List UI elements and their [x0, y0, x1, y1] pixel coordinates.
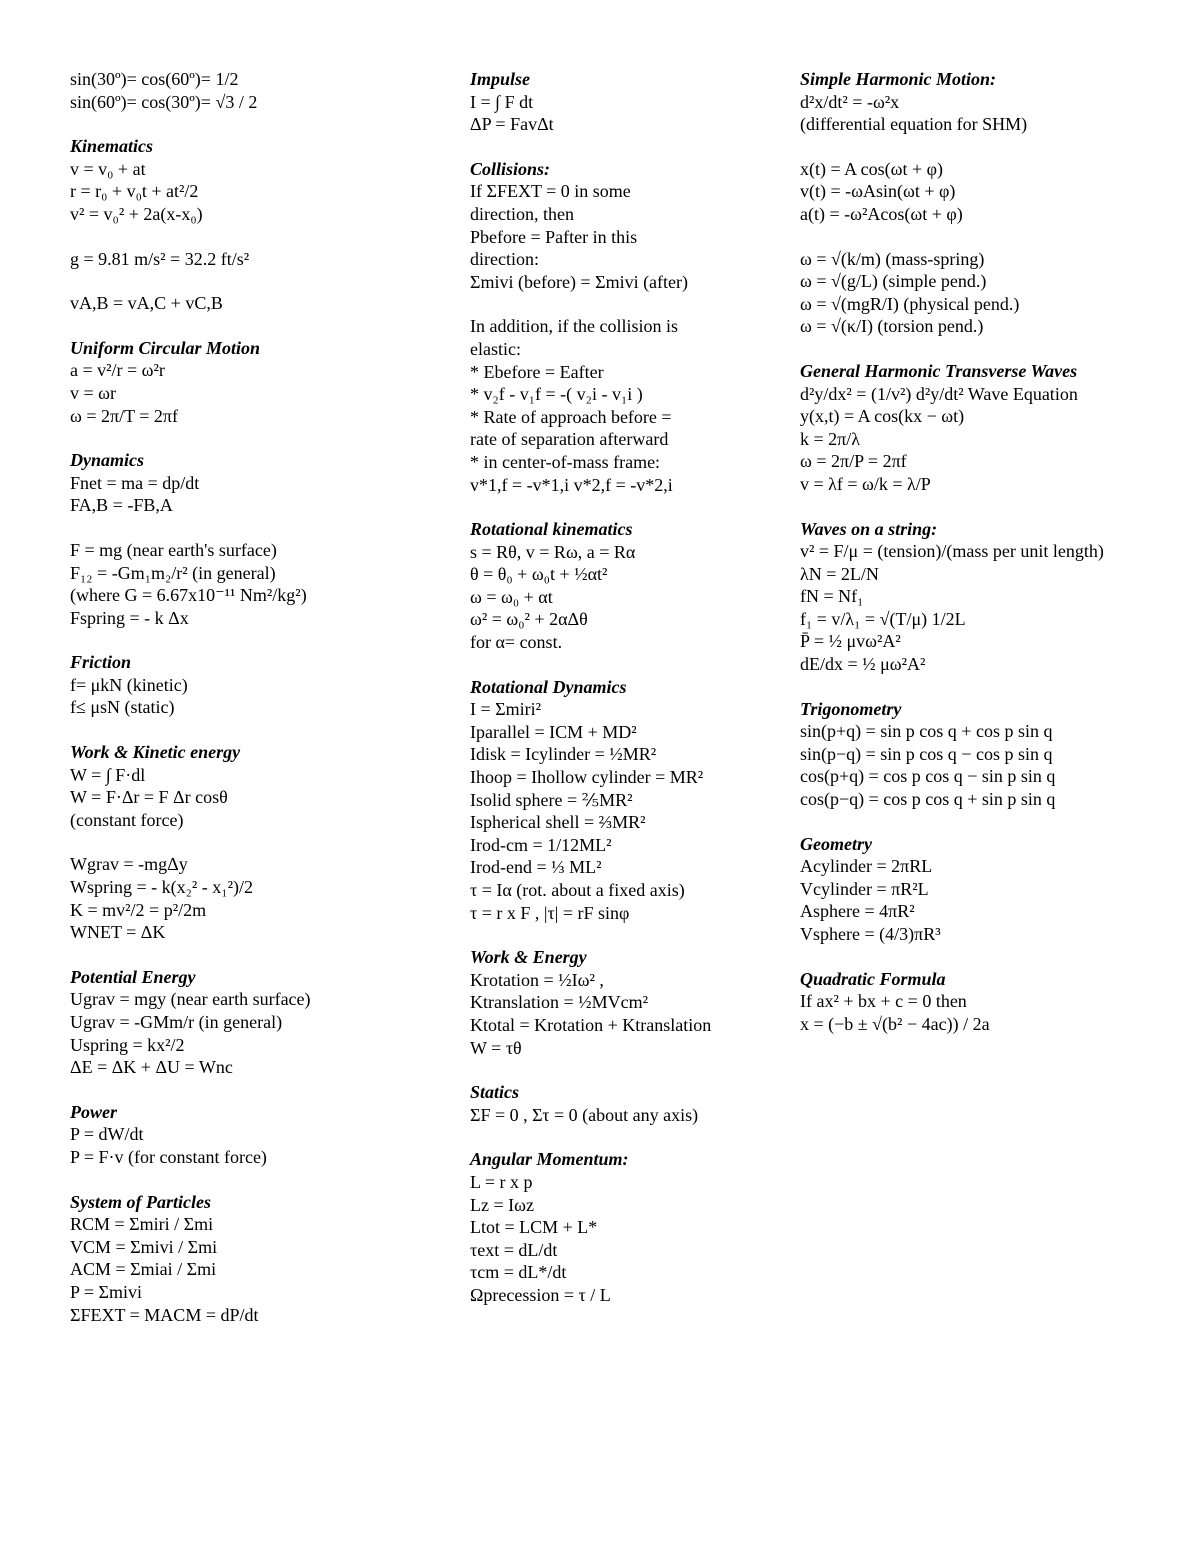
- section-heading: Collisions:: [470, 158, 551, 179]
- formula-line: RCM = Σmiri / Σmi: [70, 1214, 214, 1235]
- formula-line: K = mv²/2 = p²/2m: [70, 899, 207, 920]
- section-heading: Friction: [70, 652, 132, 673]
- section-heading: Geometry: [800, 833, 872, 854]
- formula-line: r = r₀ + v₀t + at²/2: [70, 181, 199, 202]
- formula-line: k = 2π/λ: [800, 428, 860, 449]
- formula-line: [800, 226, 1170, 248]
- formula-line: sin(60º)= cos(30º)= √3 / 2: [70, 91, 258, 112]
- section-heading: Statics: [470, 1082, 520, 1103]
- formula-line: d²x/dt² = -ω²x: [800, 91, 900, 112]
- section-heading: Angular Momentum:: [470, 1149, 629, 1170]
- formula-section: [70, 966, 440, 1079]
- section-heading: Simple Harmonic Motion:: [800, 69, 997, 89]
- formula-line: cos(p−q) = cos p cos q + sin p sin q: [800, 789, 1056, 810]
- formula-section: [470, 676, 790, 925]
- formula-line: v*1,f = -v*1,i v*2,f = -v*2,i: [470, 474, 673, 495]
- formula-line: x = (−b ± √(b² − 4ac)) / 2a: [800, 1013, 990, 1034]
- formula-section: [470, 1148, 790, 1306]
- formula-line: ω = ω₀ + αt: [470, 586, 553, 607]
- formula-line: τext = dL/dt: [470, 1239, 558, 1260]
- formula-line: In addition, if the collision is: [470, 316, 678, 337]
- formula-line: P̄ = ½ μvω²A²: [800, 631, 901, 652]
- formula-line: [70, 831, 440, 853]
- formula-line: elastic:: [470, 338, 521, 359]
- formula-line: sin(p−q) = sin p cos q − cos p sin q: [800, 743, 1053, 764]
- formula-line: Ugrav = mgy (near earth surface): [70, 989, 311, 1010]
- formula-line: ω = √(κ/I) (torsion pend.): [800, 316, 984, 337]
- section-heading: Work & Energy: [470, 947, 587, 968]
- formula-line: P = F·v (for constant force): [70, 1146, 267, 1167]
- formula-section: [470, 68, 790, 136]
- formula-section: [470, 1081, 790, 1126]
- formula-line: d²y/dx² = (1/v²) d²y/dt² Wave Equation: [800, 383, 1078, 404]
- formula-line: Ugrav = -GMm/r (in general): [70, 1012, 283, 1032]
- formula-line: ω = √(g/L) (simple pend.): [800, 271, 987, 292]
- formula-line: (where G = 6.67x10⁻¹¹ Nm²/kg²): [70, 585, 307, 606]
- formula-line: If ΣFEXT = 0 in some: [470, 181, 631, 202]
- formula-line: Irod-end = ⅓ ML²: [470, 857, 602, 878]
- formula-line: Ktranslation = ½MVcm²: [470, 992, 649, 1013]
- formula-line: (differential equation for SHM): [800, 114, 1028, 135]
- formula-line: Lz = Iωz: [470, 1194, 534, 1215]
- formula-line: cos(p+q) = cos p cos q − sin p sin q: [800, 766, 1056, 787]
- formula-line: a(t) = -ω²Acos(ωt + φ): [800, 203, 963, 224]
- formula-line: L = r x p: [470, 1171, 533, 1192]
- formula-line: Pbefore = Pafter in this: [470, 226, 638, 247]
- formula-line: Wspring = - k(x₂² - x₁²)/2: [70, 877, 253, 898]
- formula-line: ω = 2π/P = 2πf: [800, 451, 907, 472]
- formula-line: Krotation = ½Iω² ,: [470, 969, 604, 990]
- section-heading: Dynamics: [70, 450, 144, 471]
- formula-line: Ωprecession = τ / L: [470, 1284, 611, 1305]
- formula-line: ΔP = FavΔt: [470, 114, 554, 135]
- formula-line: v² = v₀² + 2a(x-x₀): [70, 203, 203, 224]
- formula-line: rate of separation afterward: [470, 429, 669, 450]
- formula-section: [800, 360, 1170, 496]
- formula-line: * Ebefore = Eafter: [470, 361, 604, 382]
- formula-line: W = ∫ F·dl: [70, 764, 146, 785]
- formula-line: f≤ μsN (static): [70, 697, 175, 718]
- formula-line: [70, 517, 440, 539]
- formula-line: ω = 2π/T = 2πf: [70, 405, 178, 426]
- formula-line: Irod-cm = 1/12ML²: [470, 834, 612, 855]
- formula-line: τcm = dL*/dt: [470, 1262, 567, 1283]
- formula-line: ΣFEXT = MACM = dP/dt: [70, 1304, 259, 1325]
- formula-section: [470, 158, 790, 496]
- formula-section: [70, 68, 440, 113]
- formula-line: g = 9.81 m/s² = 32.2 ft/s²: [70, 248, 250, 269]
- formula-line: for α= const.: [470, 632, 563, 653]
- formula-line: x(t) = A cos(ωt + φ): [800, 158, 944, 179]
- formula-line: v² = F/μ = (tension)/(mass per unit length): [800, 541, 1104, 562]
- formula-line: dE/dx = ½ μω²A²: [800, 654, 926, 675]
- formula-line: Asphere = 4πR²: [800, 901, 915, 922]
- formula-line: vA,B = vA,C + vC,B: [70, 293, 223, 314]
- section-heading: Power: [70, 1101, 117, 1122]
- column-3: [800, 68, 1170, 1057]
- formula-line: sin(p+q) = sin p cos q + cos p sin q: [800, 721, 1053, 742]
- formula-line: direction:: [470, 249, 539, 270]
- formula-line: Ltot = LCM + L*: [470, 1217, 598, 1238]
- formula-section: [70, 337, 440, 427]
- formula-line: v = λf = ω/k = λ/P: [800, 473, 931, 494]
- formula-line: λN = 2L/N: [800, 563, 879, 584]
- formula-line: VCM = Σmivi / Σmi: [70, 1236, 218, 1257]
- formula-section: [800, 698, 1170, 811]
- formula-line: fN = Nf₁: [800, 586, 864, 607]
- formula-line: [800, 136, 1170, 158]
- formula-line: y(x,t) = A cos(kx − ωt): [800, 406, 965, 427]
- formula-line: ω = √(k/m) (mass-spring): [800, 248, 985, 269]
- formula-line: * Rate of approach before =: [470, 406, 672, 427]
- formula-line: v = ωr: [70, 382, 116, 403]
- formula-line: Fspring = - k Δx: [70, 607, 189, 628]
- formula-line: f= μkN (kinetic): [70, 674, 188, 695]
- formula-line: I = Σmiri²: [470, 699, 542, 720]
- formula-section: [800, 833, 1170, 946]
- section-heading: System of Particles: [70, 1191, 211, 1212]
- formula-line: Vcylinder = πR²L: [800, 878, 929, 899]
- formula-line: τ = Iα (rot. about a fixed axis): [470, 880, 685, 900]
- section-heading: Rotational kinematics: [470, 519, 633, 540]
- formula-section: [70, 1101, 440, 1169]
- formula-section: [470, 518, 790, 654]
- formula-line: θ = θ₀ + ω₀t + ½αt²: [470, 564, 608, 585]
- formula-line: F₁₂ = -Gm₁m₂/r² (in general): [70, 562, 276, 583]
- formula-line: sin(30º)= cos(60º)= 1/2: [70, 69, 239, 89]
- formula-line: Ispherical shell = ⅔MR²: [470, 812, 646, 833]
- formula-line: If ax² + bx + c = 0 then: [800, 991, 967, 1012]
- section-heading: Rotational Dynamics: [470, 676, 627, 697]
- formula-line: [70, 226, 440, 248]
- formula-line: Acylinder = 2πRL: [800, 856, 933, 877]
- formula-line: Idisk = Icylinder = ½MR²: [470, 744, 657, 765]
- section-heading: Potential Energy: [70, 966, 196, 987]
- formula-line: ACM = Σmiai / Σmi: [70, 1259, 217, 1280]
- formula-line: Ihoop = Ihollow cylinder = MR²: [470, 767, 704, 788]
- formula-line: Vsphere = (4/3)πR³: [800, 924, 941, 944]
- formula-line: WNET = ΔK: [70, 922, 166, 943]
- section-heading: Trigonometry: [800, 698, 902, 719]
- formula-line: * in center-of-mass frame:: [470, 451, 661, 472]
- formula-section: [800, 968, 1170, 1036]
- formula-line: Isolid sphere = ⅖MR²: [470, 789, 633, 810]
- formula-line: v = v₀ + at: [70, 158, 146, 179]
- formula-line: ΣF = 0 , Στ = 0 (about any axis): [470, 1104, 699, 1125]
- column-2: [470, 68, 790, 1329]
- formula-line: (constant force): [70, 809, 184, 830]
- formula-line: W = τθ: [470, 1037, 522, 1058]
- formula-line: * v₂f - v₁f = -( v₂i - v₁i ): [470, 384, 643, 405]
- formula-section: [800, 518, 1170, 676]
- formula-line: τ = r x F , |τ| = rF sinφ: [470, 902, 630, 923]
- formula-line: Ktotal = Krotation + Ktranslation: [470, 1014, 712, 1035]
- formula-line: ω = √(mgR/I) (physical pend.): [800, 293, 1020, 314]
- formula-line: Iparallel = ICM + MD²: [470, 721, 637, 742]
- formula-line: Fnet = ma = dp/dt: [70, 472, 200, 493]
- formula-line: s = Rθ, v = Rω, a = Rα: [470, 541, 636, 562]
- formula-line: P = Σmivi: [70, 1281, 142, 1302]
- formula-line: I = ∫ F dt: [470, 91, 534, 112]
- formula-line: P = dW/dt: [70, 1124, 144, 1145]
- formula-line: [70, 270, 440, 292]
- formula-section: [70, 651, 440, 719]
- formula-section: [70, 1191, 440, 1327]
- section-heading: Impulse: [470, 69, 531, 89]
- formula-section: [70, 449, 440, 629]
- formula-line: direction, then: [470, 203, 574, 224]
- formula-line: v(t) = -ωAsin(ωt + φ): [800, 181, 956, 202]
- formula-line: ω² = ω₀² + 2αΔθ: [470, 609, 588, 630]
- formula-line: F = mg (near earth's surface): [70, 539, 277, 560]
- formula-line: W = F·Δr = F Δr cosθ: [70, 787, 228, 808]
- formula-section: [70, 741, 440, 944]
- section-heading: Quadratic Formula: [800, 968, 946, 989]
- section-heading: Kinematics: [70, 136, 154, 157]
- section-heading: Uniform Circular Motion: [70, 337, 261, 358]
- formula-section: [470, 946, 790, 1059]
- formula-line: f₁ = v/λ₁ = √(T/μ) 1/2L: [800, 608, 966, 629]
- column-1: [70, 68, 440, 1348]
- formula-line: Uspring = kx²/2: [70, 1034, 185, 1055]
- formula-section: [800, 68, 1170, 338]
- formula-line: FA,B = -FB,A: [70, 495, 173, 516]
- section-heading: Waves on a string:: [800, 518, 938, 539]
- formula-line: a = v²/r = ω²r: [70, 360, 165, 381]
- formula-line: [470, 293, 790, 315]
- formula-section: [70, 135, 440, 315]
- formula-line: Σmivi (before) = Σmivi (after): [470, 271, 689, 292]
- section-heading: Work & Kinetic energy: [70, 742, 241, 763]
- formula-line: ΔE = ΔK + ΔU = Wnc: [70, 1057, 233, 1078]
- formula-line: Wgrav = -mgΔy: [70, 854, 188, 875]
- section-heading: General Harmonic Transverse Waves: [800, 360, 1078, 381]
